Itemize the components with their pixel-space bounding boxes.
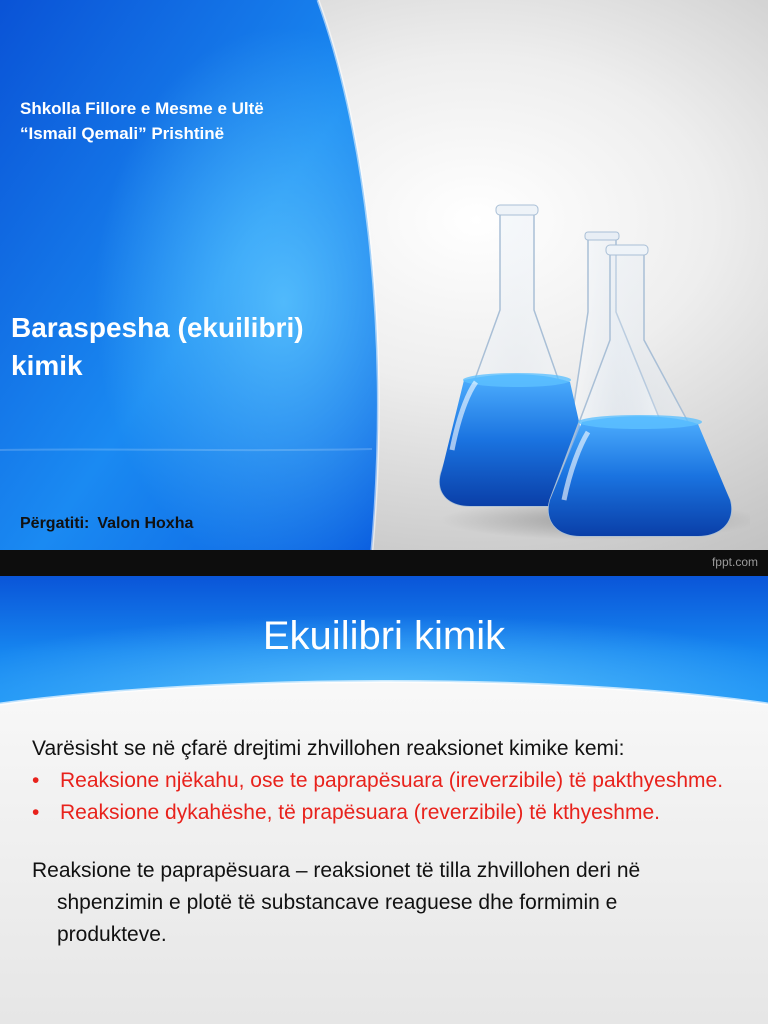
bullet-icon: • [32,769,40,792]
definition-paragraph: Reaksione te paprapësuara – reaksionet të tilla zhvillohen deri në shpenzimin e plotë të substancave reaguese dhe formimin e produkteve. [32,859,641,946]
list-item [32,765,732,797]
author [20,515,201,533]
school-name [20,96,264,146]
list-item [32,797,732,829]
watermark: fppt.com [711,555,758,569]
slide-divider [0,550,768,576]
school-line-1: Shkolla Fillore e Mesme e Ultë [20,99,264,118]
chemistry-flasks-icon [430,200,750,545]
slide-title [11,309,304,385]
content-slide-title: Ekuilibri kimik [262,614,506,658]
slide-title-line-1: Baraspesha (ekuilibri) [11,312,304,343]
spacer [32,829,732,855]
school-line-2: “Ismail Qemali” Prishtinë [20,124,225,143]
author-label: Përgatiti: [20,515,90,532]
bullet-text: Reaksione dykahëshe, të prapësuara (reverzibile) të kthyeshme. [60,801,660,824]
content-body [32,733,732,951]
intro-text: Varësisht se në çfarë drejtimi zhvillohen reaksionet kimike kemi: [32,737,625,760]
content-slide [0,576,768,1024]
blue-header-band [0,576,768,746]
bullet-text: Reaksione njëkahu, ose te paprapësuara (ireverzibile) të pakthyeshme. [60,769,724,792]
slide-title-line-2: kimik [11,350,83,381]
bullet-icon: • [32,801,40,824]
author-name: Valon Hoxha [97,515,194,532]
